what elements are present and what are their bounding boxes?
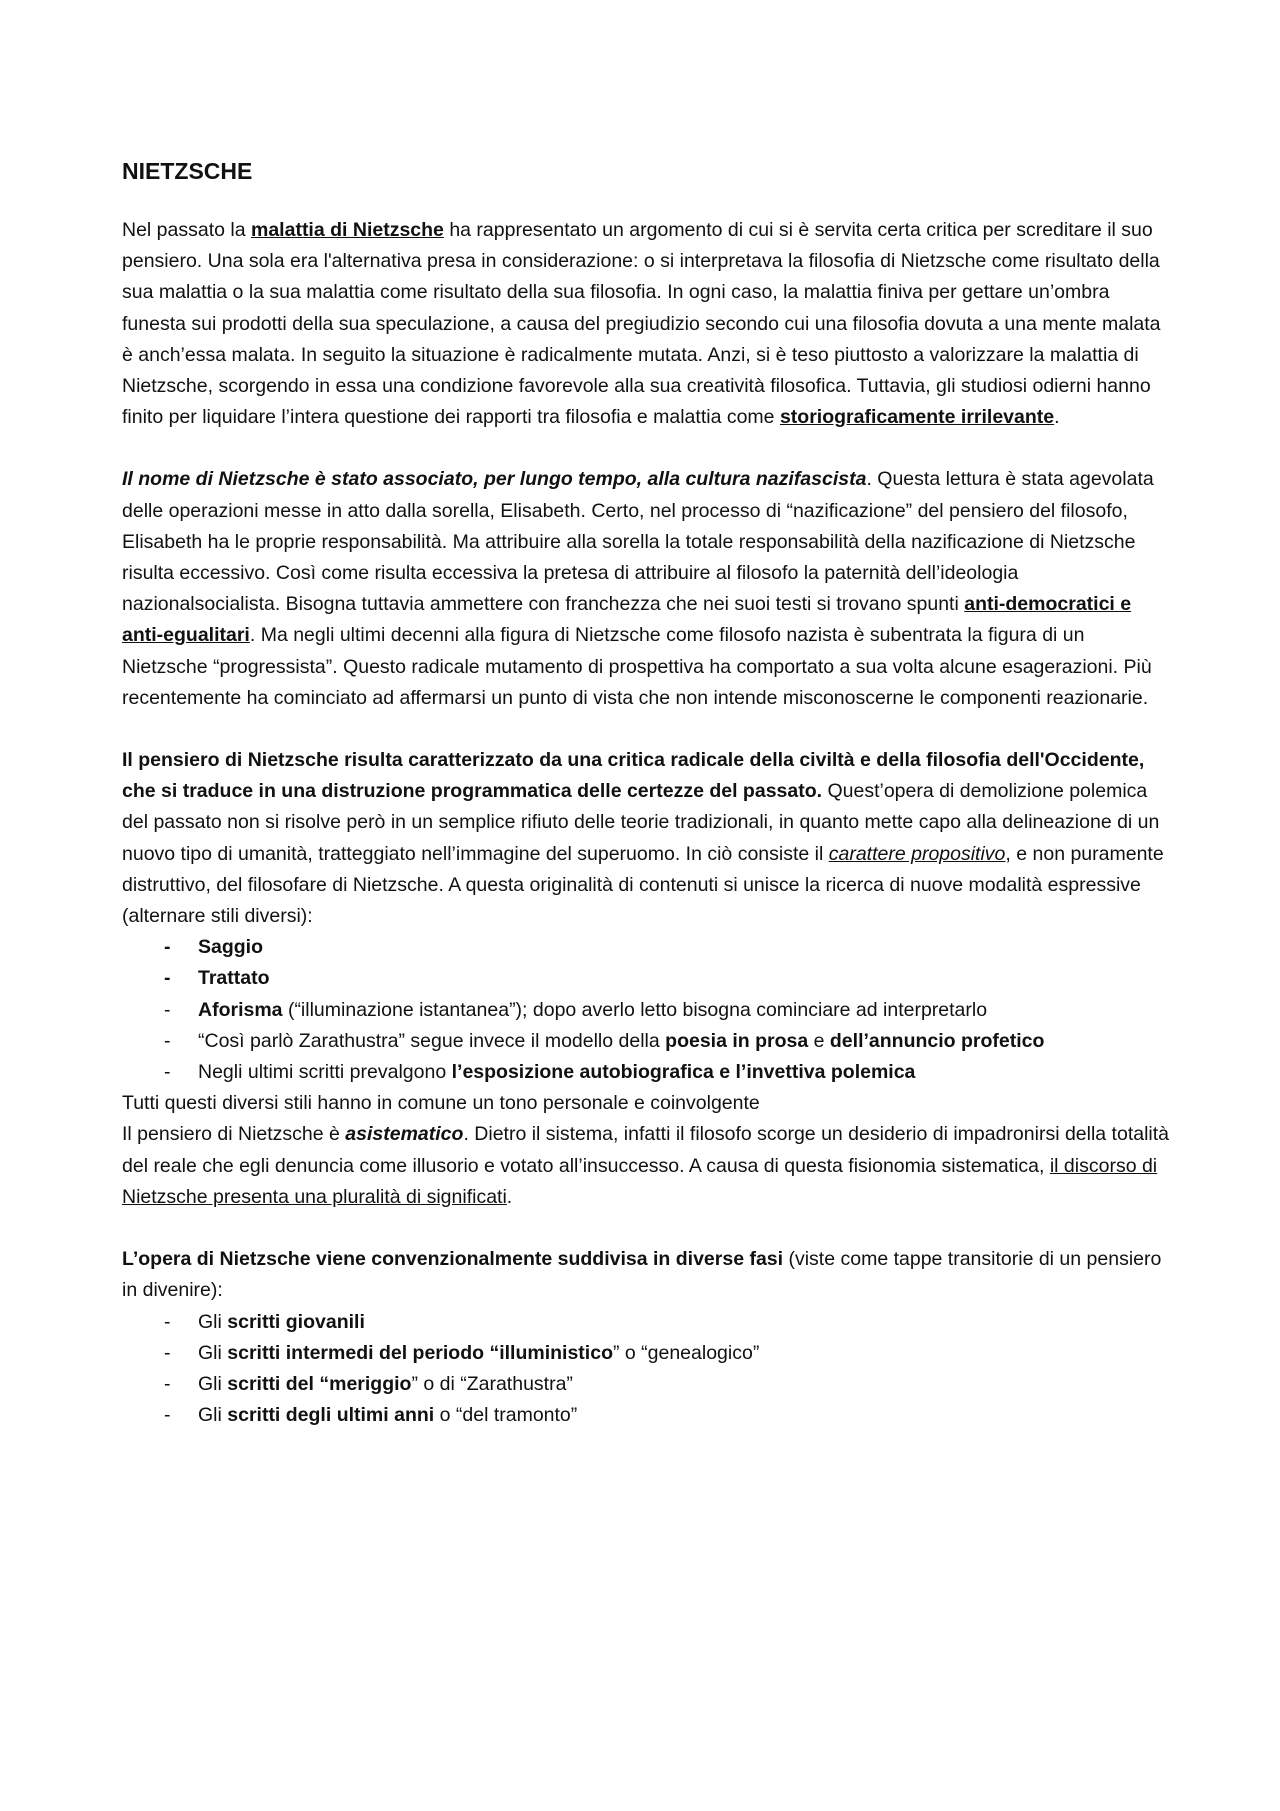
text-run: ” o “genealogico” [612, 1341, 760, 1364]
list-item [164, 1369, 1170, 1400]
styles-list [122, 932, 1170, 1088]
dash-bullet: - [164, 1029, 171, 1052]
dash-bullet: - [164, 1341, 171, 1364]
bold-phrase: poesia in prosa [665, 1029, 809, 1052]
paragraph-tone: Tutti questi diversi stili hanno in comune un tono personale e coinvolgente [122, 1092, 760, 1115]
bold-phrase: scritti degli ultimi anni [227, 1404, 435, 1427]
bold-phrase: Aforisma [198, 998, 283, 1021]
text-run: ” o di “Zarathustra” [411, 1372, 573, 1395]
list-item [164, 1307, 1170, 1338]
paragraph-phases [122, 1244, 1170, 1306]
underlined-phrase: il discorso di Nietzsche presenta una pluralità di significati [122, 1154, 1158, 1208]
text-run: Gli [198, 1404, 228, 1427]
text-run: . Questa lettura è stata agevolata delle operazioni messe in atto dalla sorella, Elisabeth. Certo, nel processo di “nazificazione” del pensiero del filosofo, Elisabeth ha le proprie responsabilità. Ma attribuire alla sorella la totale responsabilità della nazificazione di Nietzsche risulta eccessivo. Così come risulta eccessiva la pretesa di attribuire al filosofo la paternità dell’ideologia nazionalsocialista. Bisogna tuttavia ammettere con franchezza che nei suoi testi si trovano spunti [122, 468, 1154, 616]
text-run: , e non puramente distruttivo, del filosofare di Nietzsche. A questa originalità di contenuti si unisce la ricerca di nuove modalità espressive (alternare stili diversi): [122, 842, 1164, 928]
text-run: o “del tramonto” [434, 1404, 578, 1427]
text-run: “Così parlò Zarathustra” segue invece il modello della [198, 1029, 666, 1052]
text-run: . Ma negli ultimi decenni alla figura di Nietzsche come filosofo nazista è subentrata la figura di un Nietzsche “progressista”. Questo radicale mutamento di prospettiva ha comportato a sua volta alcune esagerazioni. Più recentemente ha cominciato ad affermarsi un punto di vista che non intende misconoscerne le componenti reazionarie. [122, 624, 1152, 709]
text-run: Nel passato la [122, 219, 251, 241]
bold-phrase: scritti giovanili [227, 1310, 365, 1333]
text-run: Gli [198, 1372, 228, 1395]
dash-bullet: - [164, 1061, 171, 1084]
underlined-bold-phrase: anti-democratici e anti-egualitari [122, 593, 1132, 647]
text-run: . [1054, 406, 1060, 429]
list-item [164, 1338, 1170, 1369]
list-item [164, 963, 1170, 994]
paragraph-nazism [122, 464, 1170, 714]
text-run: Negli ultimi scritti prevalgono [198, 1061, 452, 1084]
dash-bullet: - [164, 998, 171, 1021]
paragraph-critique [122, 745, 1170, 932]
text-run: ha rappresentato un argomento di cui si è servita certa critica per screditare il suo pensiero. Una sola era l'alternativa presa in considerazione: o si interpretava la filosofia di Nietzsche come risultato della sua malattia o la sua malattia come risultato della sua filosofia. In ogni caso, la malattia finiva per gettare un’ombra funesta sui prodotti della sua speculazione, a causa del pregiudizio secondo cui una filosofia dovuta a una mente malata è anch’essa malata. In seguito la situazione è radicalmente mutata. Anzi, si è teso piuttosto a valorizzare la malattia di Nietzsche, scorgendo in essa una condizione favorevole alla sua creatività filosofica. Tuttavia, gli studiosi odierni hanno finito per liquidare l’intera questione dei rapporti tra filosofia e malattia come [122, 219, 1161, 429]
bold-italic-phrase: Il nome di Nietzsche è stato associato, per lungo tempo, alla cultura nazifascista [122, 468, 867, 491]
dash-bullet: - [164, 967, 171, 990]
dash-bullet: - [164, 1372, 171, 1395]
bold-phrase: Il pensiero di Nietzsche risulta caratterizzato da una critica radicale della civiltà e della filosofia dell'Occidente, che si traduce in una distruzione programmatica delle certezze del passato. [122, 749, 1145, 803]
list-item [164, 1026, 1170, 1057]
text-run: Il pensiero di Nietzsche è [122, 1123, 346, 1146]
phases-list [122, 1307, 1170, 1432]
bold-phrase: dell’annuncio profetico [829, 1029, 1045, 1052]
text-run: Gli [198, 1310, 228, 1333]
bold-phrase: L’opera di Nietzsche viene convenzionalmente suddivisa in diverse fasi [122, 1248, 784, 1271]
dash-bullet: - [164, 936, 171, 959]
text-run: (“illuminazione istantanea”); dopo averlo letto bisogna cominciare ad interpretarlo [282, 998, 988, 1021]
text-run: . Dietro il sistema, infatti il filosofo scorge un desiderio di impadronirsi della totalità del reale che egli denuncia come illusorio e votato all’insuccesso. A causa di questa fisionomia sistematica, [122, 1123, 1170, 1177]
text-run: Gli [198, 1341, 228, 1364]
bold-italic-phrase: asistematico [345, 1123, 464, 1146]
dash-bullet: - [164, 1310, 171, 1333]
list-item [164, 932, 1170, 963]
underlined-bold-phrase: malattia di Nietzsche [251, 219, 444, 241]
document-title: NIETZSCHE [122, 158, 253, 184]
bold-phrase: Trattato [198, 967, 270, 990]
list-item [164, 1400, 1170, 1431]
bold-phrase: Saggio [198, 936, 264, 959]
text-run: (viste come tappe transitorie di un pensiero in divenire): [122, 1248, 1162, 1302]
text-run: . [506, 1185, 513, 1208]
underlined-italic-phrase: carattere propositivo [828, 842, 1006, 865]
text-run: e [808, 1029, 830, 1052]
text-run: Quest’opera di demolizione polemica del passato non si risolve però in un semplice rifiuto delle teorie tradizionali, in quanto mette capo alla delineazione di un nuovo tipo di umanità, tratteggiato nell’immagine del superuomo. In ciò consiste il [122, 780, 1160, 865]
underlined-bold-phrase: storiograficamente irrilevante [779, 406, 1055, 429]
bold-phrase: l’esposizione autobiografica e l’invettiva polemica [451, 1061, 916, 1084]
bold-phrase: scritti intermedi del periodo “illuministico [227, 1341, 613, 1364]
list-item [164, 1057, 1170, 1088]
paragraph-asystematic [122, 1119, 1170, 1213]
list-item [164, 995, 1170, 1026]
bold-phrase: scritti del “meriggio [227, 1372, 412, 1395]
dash-bullet: - [164, 1404, 171, 1427]
paragraph-illness [122, 215, 1170, 433]
